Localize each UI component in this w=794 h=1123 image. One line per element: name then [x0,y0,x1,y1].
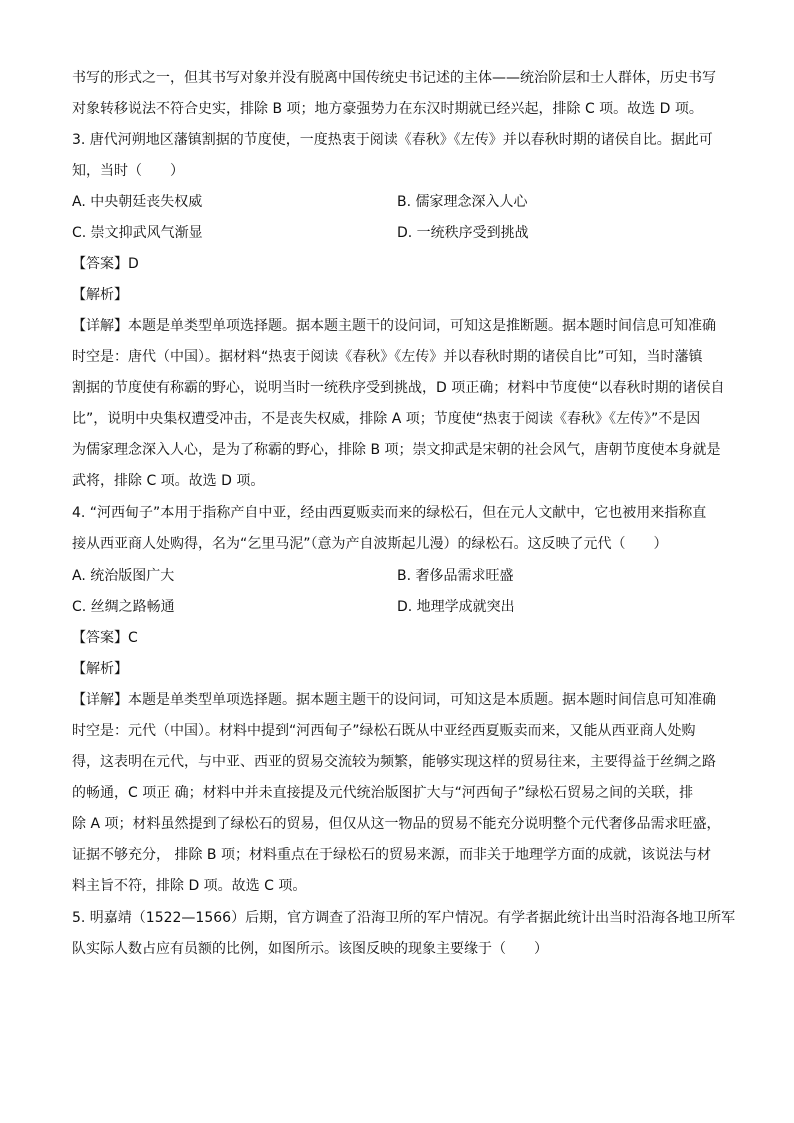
q4-answer: 【答案】C [72,630,138,646]
q3-detail-line-4: 比”，说明中央集权遭受冲击，不是丧失权威，排除 A 项；节度使“热衷于阅读《春秋》《左传》”不是因 [72,411,701,427]
q4-option-a: A. 统治版图广大 [72,568,175,584]
q4-option-b: B. 奢侈品需求旺盛 [397,568,514,584]
intro-line-2: 对象转移说法不符合史实，排除 B 项；地方豪强势力在东汉时期就已经兴起，排除 C 项。故选 D 项。 [72,101,703,117]
q4-detail-line-1: 【详解】本题是单类型单项选择题。据本题主题干的设问词，可知这是本质题。据本题时间信息可知准确 [72,692,716,708]
q4-option-d: D. 地理学成就突出 [397,599,515,615]
q3-answer: 【答案】D [72,256,139,272]
q3-option-d: D. 一统秩序受到挑战 [397,225,529,241]
q4-stem-line-2: 接从西亚商人处购得，名为“乞里马泥”（意为产自波斯起儿漫）的绿松石。这反映了元代（ ） [72,536,668,552]
q3-option-a: A. 中央朝廷丧失权威 [72,194,203,210]
q4-option-c: C. 丝绸之路畅通 [72,599,175,615]
q4-detail-line-4: 的畅通，C 项正 确；材料中并未直接提及元代统治版图扩大与“河西甸子”绿松石贸易之间的关联，排 [72,785,694,801]
q3-detail-line-3: 割据的节度使有称霸的野心，说明当时一统秩序受到挑战，D 项正确；材料中节度使“以春秋时期的诸侯自 [72,380,725,396]
q4-detail-line-2: 时空是：元代（中国）。材料中提到“河西甸子”绿松石既从中亚经西夏贩卖而来，又能从西亚商人处购 [72,723,696,739]
q3-detail-line-6: 武将，排除 C 项。故选 D 项。 [72,473,265,489]
q4-detail-line-7: 料主旨不符，排除 D 项。故选 C 项。 [72,878,307,894]
q4-detail-line-3: 得，这表明在元代，与中亚、西亚的贸易交流较为频繁，能够实现这样的贸易往来，主要得益于丝绸之路 [72,754,716,770]
q3-stem-line-1: 3. 唐代河朔地区藩镇割据的节度使，一度热衷于阅读《春秋》《左传》并以春秋时期的诸侯自比。据此可 [72,132,713,148]
q3-option-c: C. 崇文抑武风气渐显 [72,225,203,241]
q3-detail-line-2: 时空是：唐代（中国）。据材料“热衷于阅读《春秋》《左传》并以春秋时期的诸侯自比”可知，当时藩镇 [72,349,703,365]
q4-analysis-label: 【解析】 [72,661,128,677]
q3-detail-line-5: 为儒家理念深入人心，是为了称霸的野心，排除 B 项；崇文抑武是宋朝的社会风气，唐朝节度使本身就是 [72,442,721,458]
q3-detail-line-1: 【详解】本题是单类型单项选择题。据本题主题干的设问词，可知这是推断题。据本题时间信息可知准确 [72,318,716,334]
q4-detail-line-6: 证据不够充分， 排除 B 项；材料重点在于绿松石的贸易来源，而非关于地理学方面的成就，该说法与材 [72,847,711,863]
intro-line-1: 书写的形式之一，但其书写对象并没有脱离中国传统史书记述的主体——统治阶层和士人群体，历史书写 [72,70,716,86]
q3-option-b: B. 儒家理念深入人心 [397,194,528,210]
q4-detail-line-5: 除 A 项；材料虽然提到了绿松石的贸易，但仅从这一物品的贸易不能充分说明整个元代奢侈品需求旺盛， [72,816,721,832]
q3-stem-line-2: 知，当时（ ） [72,163,184,179]
q4-stem-line-1: 4. “河西甸子”本用于指称产自中亚，经由西夏贩卖而来的绿松石，但在元人文献中，它也被用来指称直 [72,505,707,521]
q3-analysis-label: 【解析】 [72,287,128,303]
q5-stem-line-2: 队实际人数占应有员额的比例，如图所示。该图反映的现象主要缘于（ ） [72,941,548,957]
q5-stem-line-1: 5. 明嘉靖（1522—1566）后期，官方调查了沿海卫所的军户情况。有学者据此统计出当时沿海各地卫所军 [72,910,736,926]
